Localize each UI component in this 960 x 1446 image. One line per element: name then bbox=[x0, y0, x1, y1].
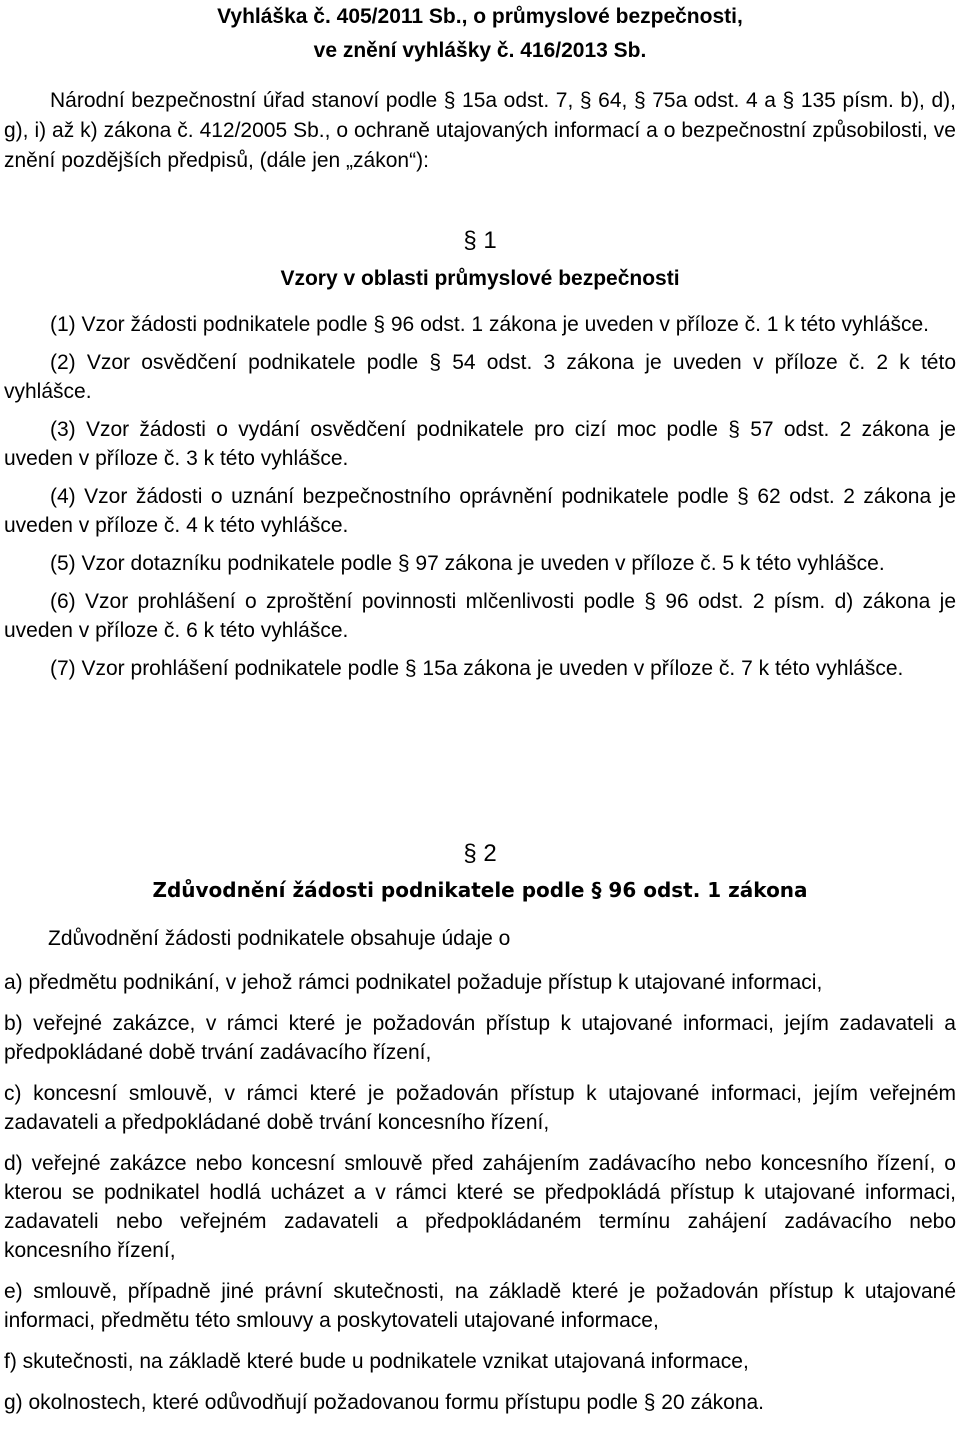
section-2-item: b) veřejné zakázce, v rámci které je požadován přístup k utajované informaci, jejím zadavateli a předpokládané době trvání zadávacího řízení, bbox=[4, 1012, 956, 1064]
section-2-lead: Zdůvodnění žádosti podnikatele obsahuje údaje o bbox=[48, 927, 511, 950]
section-2-item: d) veřejné zakázce nebo koncesní smlouvě před zahájením zadávacího nebo koncesního řízení, o kterou se podnikatel hodlá ucházet a v rámci které se předpokládá přístup k utajované informaci, zadavateli nebo veřejném zadavateli a předpokládaném termínu zahájení zadávacího nebo koncesního řízení, bbox=[4, 1152, 956, 1262]
section-2-item: g) okolnostech, které odůvodňují požadovanou formu přístupu podle § 20 zákona. bbox=[4, 1391, 765, 1414]
preamble-text: Národní bezpečnostní úřad stanoví podle § 15a odst. 7, § 64, § 75a odst. 4 a § 135 písm. b), d), g), i) až k) zákona č. 412/2005 Sb., o ochraně utajovaných informací a o bezpečnostní způsobilosti, ve znění pozdějších předpisů, (dále jen „zákon“): bbox=[4, 89, 956, 172]
section-2-item: c) koncesní smlouvě, v rámci které je požadován přístup k utajované informaci, jejím veřejném zadavateli a předpokládané době trvání koncesního řízení, bbox=[4, 1082, 956, 1134]
section-1-header bbox=[0, 227, 960, 291]
section-2-body bbox=[4, 924, 956, 1429]
section-2-item: f) skutečnosti, na základě které bude u podnikatele vznikat utajovaná informace, bbox=[4, 1350, 749, 1373]
section-1-heading: Vzory v oblasti průmyslové bezpečnosti bbox=[280, 267, 680, 290]
title-line-2: ve znění vyhlášky č. 416/2013 Sb. bbox=[313, 39, 647, 62]
section-1-paragraph: (2) Vzor osvědčení podnikatele podle § 54 odst. 3 zákona je uveden v příloze č. 2 k této vyhlášce. bbox=[4, 351, 956, 403]
section-2-number: § 2 bbox=[463, 840, 497, 867]
section-1-paragraph: (7) Vzor prohlášení podnikatele podle § 15a zákona je uveden v příloze č. 7 k této vyhlášce. bbox=[50, 657, 904, 680]
section-2-heading: Zdůvodnění žádosti podnikatele podle § 96 odst. 1 zákona bbox=[152, 878, 808, 902]
section-2-item: a) předmětu podnikání, v jehož rámci podnikatel požaduje přístup k utajované informaci, bbox=[4, 971, 823, 994]
section-1-paragraph: (3) Vzor žádosti o vydání osvědčení podnikatele pro cizí moc podle § 57 odst. 2 zákona je uveden v příloze č. 3 k této vyhlášce. bbox=[4, 418, 956, 470]
preamble bbox=[4, 86, 956, 176]
section-1-number: § 1 bbox=[463, 227, 497, 254]
document-title bbox=[0, 0, 960, 68]
section-1-body bbox=[4, 310, 956, 692]
section-1-paragraph: (1) Vzor žádosti podnikatele podle § 96 odst. 1 zákona je uveden v příloze č. 1 k této vyhlášce. bbox=[50, 313, 930, 336]
section-1-paragraph: (4) Vzor žádosti o uznání bezpečnostního oprávnění podnikatele podle § 62 odst. 2 zákona je uveden v příloze č. 4 k této vyhlášce. bbox=[4, 485, 956, 537]
section-2-item: e) smlouvě, případně jiné právní skutečnosti, na základě které je požadován přístup k utajované informaci, předmětu této smlouvy a poskytovateli utajované informace, bbox=[4, 1280, 956, 1332]
section-1-paragraph: (5) Vzor dotazníku podnikatele podle § 97 zákona je uveden v příloze č. 5 k této vyhlášce. bbox=[50, 552, 885, 575]
title-line-1: Vyhláška č. 405/2011 Sb., o průmyslové bezpečnosti, bbox=[217, 5, 743, 28]
section-2-header bbox=[0, 840, 960, 902]
section-1-paragraph: (6) Vzor prohlášení o zproštění povinnosti mlčenlivosti podle § 96 odst. 2 písm. d) zákona je uveden v příloze č. 6 k této vyhlášce. bbox=[4, 590, 956, 642]
